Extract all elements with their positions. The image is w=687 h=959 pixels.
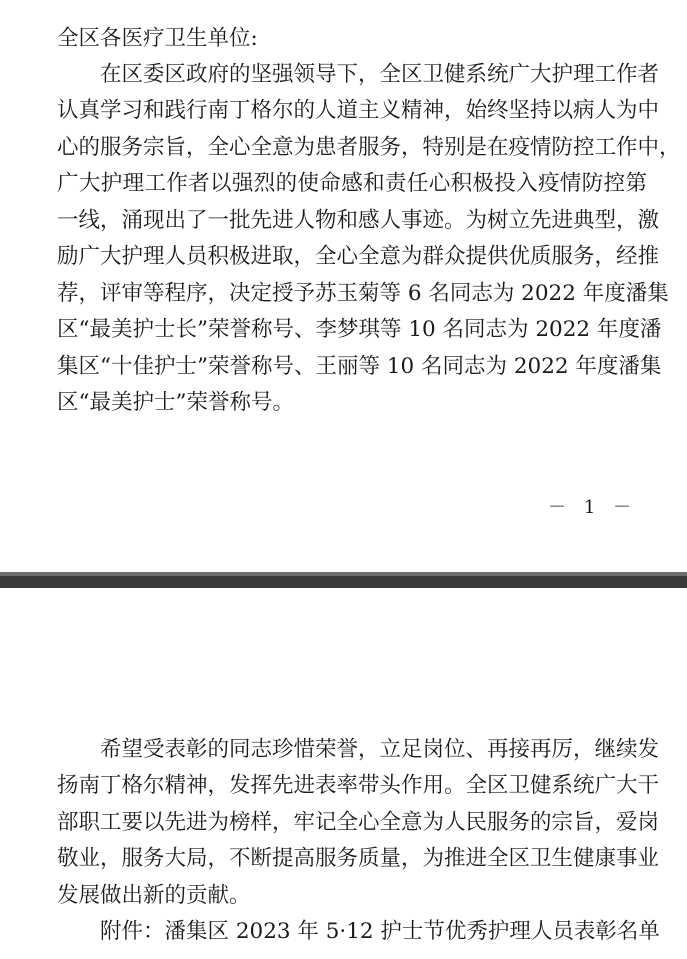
attachment-line: 附件：潘集区 2023 年 5·12 护士节优秀护理人员表彰名单 bbox=[100, 919, 660, 944]
paragraph-line: 励广大护理人员积极进取，全心全意为群众提供优质服务，经推 bbox=[57, 244, 660, 269]
paragraph-line: 发展做出新的贡献。 bbox=[57, 883, 251, 908]
paragraph-line: 一线，涌现出了一批先进人物和感人事迹。为树立先进典型，激 bbox=[57, 208, 660, 233]
paragraph-line: 荐，评审等程序，决定授予苏玉菊等 6 名同志为 2022 年度潘集 bbox=[57, 281, 669, 306]
paragraph-line: 广大护理工作者以强烈的使命感和责任心积极投入疫情防控第 bbox=[57, 171, 647, 196]
document-page-2 bbox=[0, 588, 687, 959]
paragraph-line: 部职工要以先进为榜样，牢记全心全意为人民服务的宗旨，爱岗 bbox=[57, 810, 660, 835]
page-number: － 1 － bbox=[548, 497, 637, 518]
paragraph-line: 敬业，服务大局，不断提高服务质量，为推进全区卫生健康事业 bbox=[57, 846, 660, 871]
salutation: 全区各医疗卫生单位: bbox=[57, 26, 258, 51]
paragraph-line: 在区委区政府的坚强领导下，全区卫健系统广大护理工作者 bbox=[100, 62, 660, 87]
paragraph-line: 区“最美护士长”荣誉称号、李梦琪等 10 名同志为 2022 年度潘 bbox=[57, 317, 662, 342]
page-separator bbox=[0, 572, 687, 588]
paragraph-line: 区“最美护士”荣誉称号。 bbox=[57, 390, 294, 415]
paragraph-line: 希望受表彰的同志珍惜荣誉，立足岗位、再接再厉，继续发 bbox=[100, 737, 660, 762]
paragraph-line: 认真学习和践行南丁格尔的人道主义精神，始终坚持以病人为中 bbox=[57, 98, 660, 123]
paragraph-line: 扬南丁格尔精神，发挥先进表率带头作用。全区卫健系统广大干 bbox=[57, 773, 660, 798]
paragraph-line: 心的服务宗旨，全心全意为患者服务，特别是在疫情防控工作中， bbox=[57, 135, 681, 160]
paragraph-line: 集区“十佳护士”荣誉称号、王丽等 10 名同志为 2022 年度潘集 bbox=[57, 354, 662, 379]
